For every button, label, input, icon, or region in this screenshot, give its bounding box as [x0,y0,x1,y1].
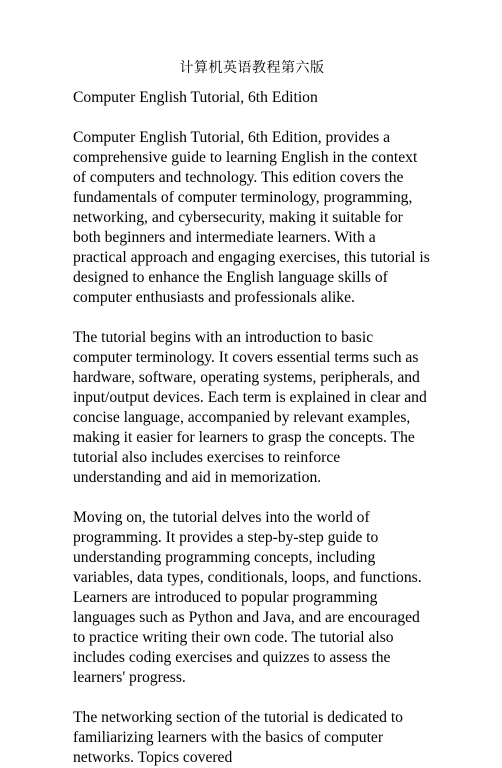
paragraph-networking: The networking section of the tutorial is dedicated to familiarizing learners with the basics of computer networks. Topics covered [73,709,403,766]
document-subtitle: Computer English Tutorial, 6th Edition [73,89,318,106]
document-page [73,58,431,768]
paragraph-terminology: The tutorial begins with an introduction to basic computer terminology. It covers essential terms such as hardware, software, operating systems, peripherals, and input/output devices. Each term is explained in clear and concise language, accompanied by relevant examples, making it easier for learners to grasp the concepts. The tutorial also includes exercises to reinforce understanding and aid in memorization. [73,329,427,486]
document-title: 计算机英语教程第六版 [179,60,325,76]
paragraph-programming: Moving on, the tutorial delves into the world of programming. It provides a step-by-step guide to understanding programming concepts, including variables, data types, conditionals, loops, and functions. Learners are introduced to popular programming languages such as Python and Java, and are encouraged to practice writing their own code. The tutorial also includes coding exercises and quizzes to assess the learners' progress. [73,509,422,686]
paragraph-intro: Computer English Tutorial, 6th Edition, provides a comprehensive guide to learning English in the context of computers and technology. This edition covers the fundamentals of computer terminology, programming, networking, and cybersecurity, making it suitable for both beginners and intermediate learners. With a practical approach and engaging exercises, this tutorial is designed to enhance the English language skills of computer enthusiasts and professionals alike. [73,129,430,306]
